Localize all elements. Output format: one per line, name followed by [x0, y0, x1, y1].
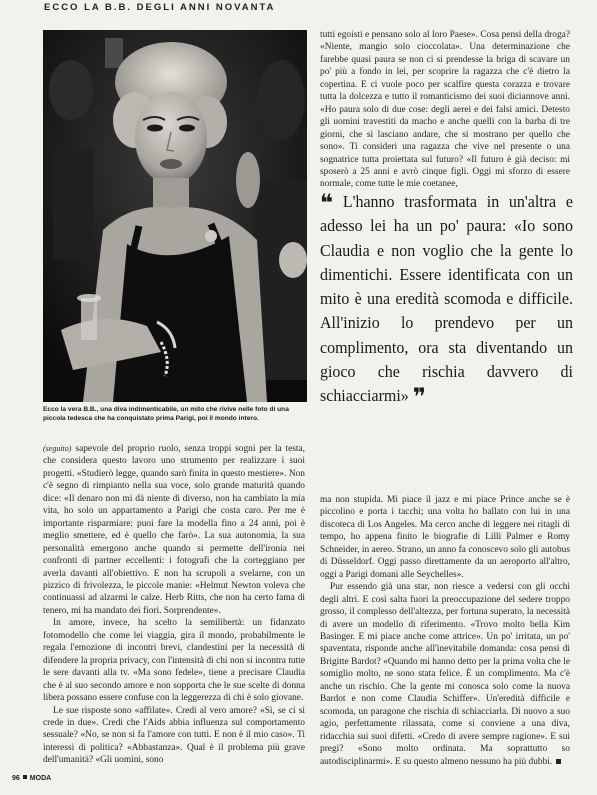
article-column-left: [43, 443, 305, 767]
article-paragraph: [43, 443, 305, 617]
article-paragraph: Le sue risposte sono «affilate». Credi al vero amore? «Sì, se ci si crede in due». Credi che l'Aids abbia influenza sul comportamento sessuale? «No, se non si fa l'amore con tutti. E non è il mio caso». Ti interessi di politica? «Abbastanza». Qual è il problema più grave dell'umanità? «Gli uomini, sono: [43, 705, 305, 766]
quote-open-icon: ❝: [320, 189, 334, 217]
running-header: [0, 0, 597, 18]
pull-quote-text: L'hanno trasformata in un'altra e adesso lei ha un po' paura: «Io sono Claudia e non voglio che la gente lo dimentichi. Essere identificata con un mito è una eredità scomoda e difficile. All'inizio lo prendevo per un complimento, ora sta diventando un gioco che rischia davvero di schiacciarmi»: [320, 192, 573, 406]
end-mark-icon: [556, 759, 561, 764]
article-paragraph: [320, 581, 570, 768]
footer-section: MODA: [29, 775, 52, 782]
page-number: 96: [12, 775, 20, 782]
page-footer: [12, 775, 51, 782]
photo-illustration: [43, 30, 307, 402]
running-header-title: ECCO LA B.B. DEGLI ANNI NOVANTA: [44, 2, 276, 13]
quote-close-icon: ❞: [412, 383, 426, 412]
footer-square-icon: [23, 775, 27, 779]
photo-caption: Ecco la vera B.B., una diva indimenticabile, un mito che rivive nelle foto di una piccola tedesca che ha conquistato prima Parigi, poi il mondo intero.: [43, 406, 289, 422]
article-column-right-top: [320, 29, 570, 191]
article-paragraph: ma non stupida. Mi piace il jazz e mi piace Prince anche se è piccolino e porta i tacchi; una volta ho ballato con lui in una discoteca di Los Angeles. Ma cerco anche di leggere nei ritagli di tempo, ho appena finito le biografie di Lilli Palmer e Romy Schneider, in aereo. Strano, un anno fa conoscevo solo gli autobus di Düsseldorf. Oggi passo direttamente da un aeroporto all'altro, oggi a Parigi domani alle Seychelles».: [320, 495, 570, 580]
article-paragraph: tutti egoisti e pensano solo al loro Paese». Cosa pensi della droga? «Niente, mangio solo cioccolata». Una determinazione che farebbe quasi paura se non ci si prendesse la briga di scavare un po' più a fondo in lei, per scoprire la ragazza che c'è dietro la copertina. E ci vuole poco per scalfire questa corazza e trovare tutta la dolcezza e tutto il romanticismo dei suoi diciannove anni. «Ho paura solo di due cose: degli aerei e dei falsi amici. Detesto gli uomini travestiti da macho e anche quelli con la barba di tre giorni, che si lasciano andare, che si mostrano per quello che sono». Ti consideri una ragazza che vive nel presente o una sognatrice tutta proiettata sul futuro? «Il futuro è già deciso: mi sposerò a 25 anni e avrò cinque figli. Oggi mi sforzo di essere normale, come tutte le mie coetanee,: [320, 30, 570, 190]
article-paragraph-text: Pur essendo già una star, non riesce a vedersi con gli occhi degli altri. E così salta fuori la preoccupazione del sedere troppo grosso, il complesso dell'altezza, per fortuna superato, la necessità di avere un modello di riferimento. «Trovo molto bella Kim Basinger. E mi piace anche come attrice». Un po' irritata, un po' spaventata, risponde anche all'inevitabile domanda: cosa pensi di Brigitte Bardot? «Quando mi hanno detto per la prima volta che le somiglio molto, ne sono stata felice. È un complimento. Ma c'è anche un rischio. Che la gente mi conosca solo come la nuova Bardot e non come Claudia Schiffer». Un'eredità difficile e scomoda, un paragone che rischia di schiacciarla. Di nuovo a suo agio, perfettamente rilassata, come si conviene a una diva, ridacchia sui suoi difetti. «Credo di avere sempre ragione». E sui pregi? «Sono molto ordinata. Ma soprattutto so autodisciplinarmi». E su questo almeno nessuno ha più dubbi.: [320, 582, 570, 767]
pull-quote: [320, 189, 573, 412]
continued-label: (seguito): [43, 444, 72, 453]
bardot-photo: [43, 30, 307, 402]
article-paragraph-text: sapevole del proprio ruolo, senza troppi sogni per la testa, che considera questo lavoro uno strumento per realizzare i suoi progetti. «Studierò legge, quando sarò finita in questo mestiere». Non c'è segno di rimpianto nella sua voce, solo grande maturità quando dice: «Il denaro non mi dà niente di diverso, non ha cambiato la mia vita, ho solo un appartamento a Parigi che costa caro. Per me è importante risparmiare: puoi fare la modella fino a 24 anni, poi è meglio smettere, ed è quello che farò». La sua autonomia, la sua personalità emergono anche quando si permette dell'ironia nei confronti di partner eccellenti: i fotografi che la corteggiano per averla davanti all'obiettivo. E non ha scrupoli a svelarne, con un pizzico di frivolezza, le piccole manie: «Helmut Newton voleva che continuassi ad alzarmi le calze. Herb Ritts, che non ha certo fama di tenero, mi ha mandato dei fiori. Sorprendente».: [43, 444, 305, 616]
article-column-right-bottom: [320, 494, 570, 768]
article-paragraph: In amore, invece, ha scelto la semilibertà: un fidanzato fotomodello che come lei viaggia, gira il mondo, probabilmente le regala l'emozione di incontri brevi, clandestini per la necessità di difendere la propria privacy, con l'intensità di chi non si incontra tutte le sere davanti alla tv. «Ma sono fedele», tiene a precisare Claudia che è al suo secondo amore e non sopporta che le sue scelte di donna libera possano essere confuse con la leggerezza di chi è solo giovane.: [43, 618, 305, 704]
